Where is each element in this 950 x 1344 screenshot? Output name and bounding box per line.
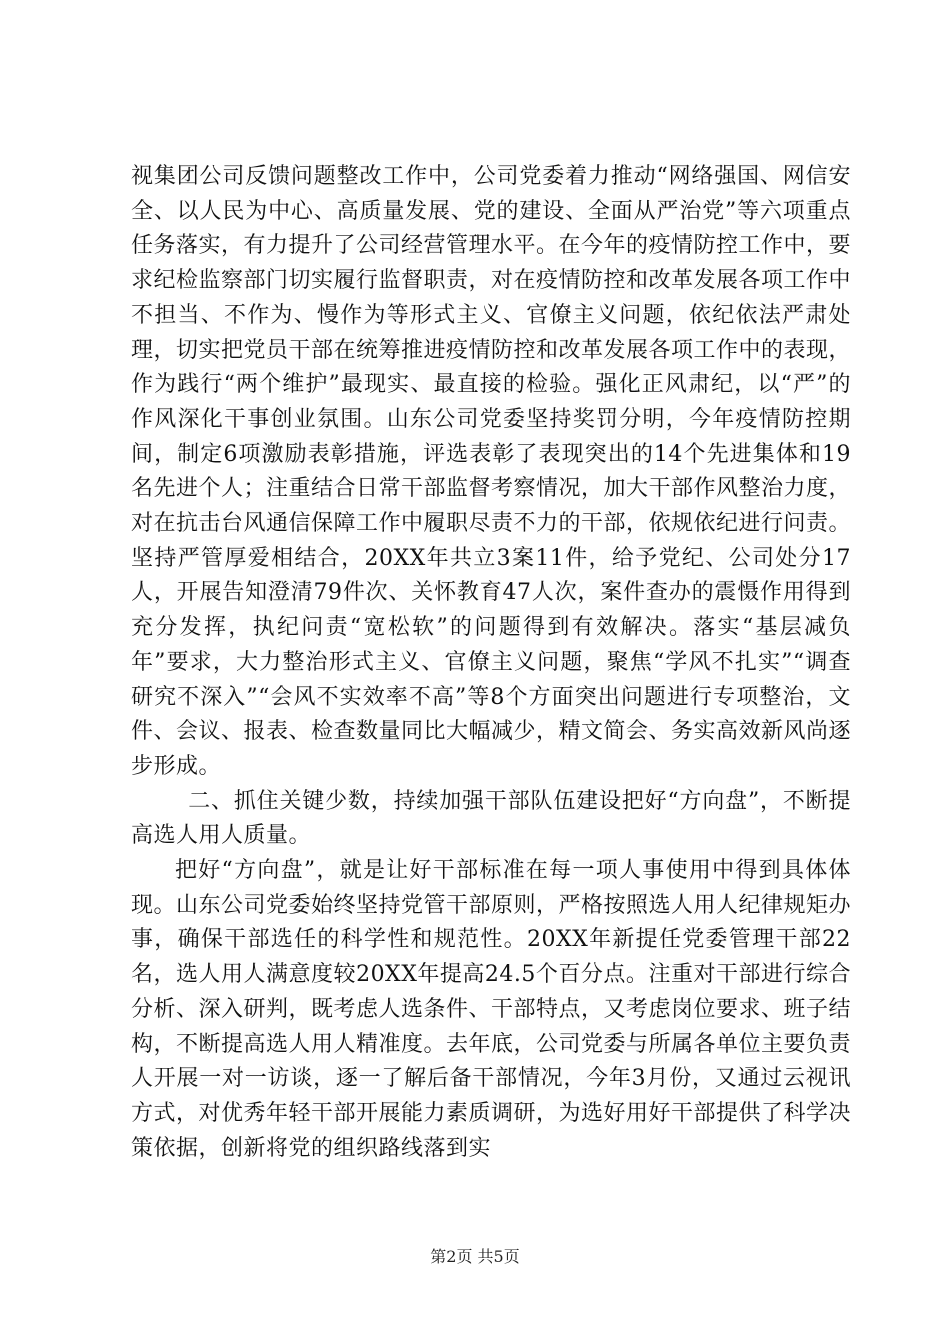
section-heading-2: 二、抓住关键少数，持续加强干部队伍建设把好“方向盘”，不断提高选人用人质量。 — [131, 788, 851, 849]
page-footer: 第2页 共5页 — [430, 1247, 520, 1266]
document-page — [131, 160, 851, 1166]
body-paragraph-2: 把好“方向盘”，就是让好干部标准在每一项人事使用中得到具体体现。山东公司党委始终坚持党管干部原则，严格按照选人用人纪律规矩办事，确保干部选任的科学性和规范性。20XX年新提任党委管理干部22名，选人用人满意度较20XX年提高24.5个百分点。注重对干部进行综合分析、深入研判，既考虑人选条件、干部特点，又考虑岗位要求、班子结构，不断提高选人用人精准度。去年底，公司党委与所属各单位主要负责人开展一对一访谈，逐一了解后备干部情况，今年3月份，又通过云视讯方式，对优秀年轻干部开展能力素质调研，为选好用好干部提供了科学决策依据，创新将党的组织路线落到实 — [131, 858, 852, 1161]
body-paragraph-1: 视集团公司反馈问题整改工作中，公司党委着力推动“网络强国、网信安全、以人民为中心、高质量发展、党的建设、全面从严治党”等六项重点任务落实，有力提升了公司经营管理水平。在今年的疫情防控工作中，要求纪检监察部门切实履行监督职责，对在疫情防控和改革发展各项工作中不担当、不作为、慢作为等形式主义、官僚主义问题，依纪依法严肃处理，切实把党员干部在统筹推进疫情防控和改革发展各项工作中的表现，作为践行“两个维护”最现实、最直接的检验。强化正风肃纪，以“严”的作风深化干事创业氛围。山东公司党委坚持奖罚分明，今年疫情防控期间，制定6项激励表彰措施，评选表彰了表现突出的14个先进集体和19名先进个人；注重结合日常干部监督考察情况，加大干部作风整治力度，对在抗击台风通信保障工作中履职尽责不力的干部，依规依纪进行问责。坚持严管厚爱相结合，20XX年共立3案11件，给予党纪、公司处分17人，开展告知澄清79件次、关怀教育47人次，案件查办的震慑作用得到充分发挥，执纪问责“宽松软”的问题得到有效解决。落实“基层减负年”要求，大力整治形式主义、官僚主义问题，聚焦“学风不扎实”“调查研究不深入”“会风不实效率不高”等8个方面突出问题进行专项整治，文件、会议、报表、检查数量同比大幅减少，精文简会、务实高效新风尚逐步形成。 — [131, 164, 852, 779]
